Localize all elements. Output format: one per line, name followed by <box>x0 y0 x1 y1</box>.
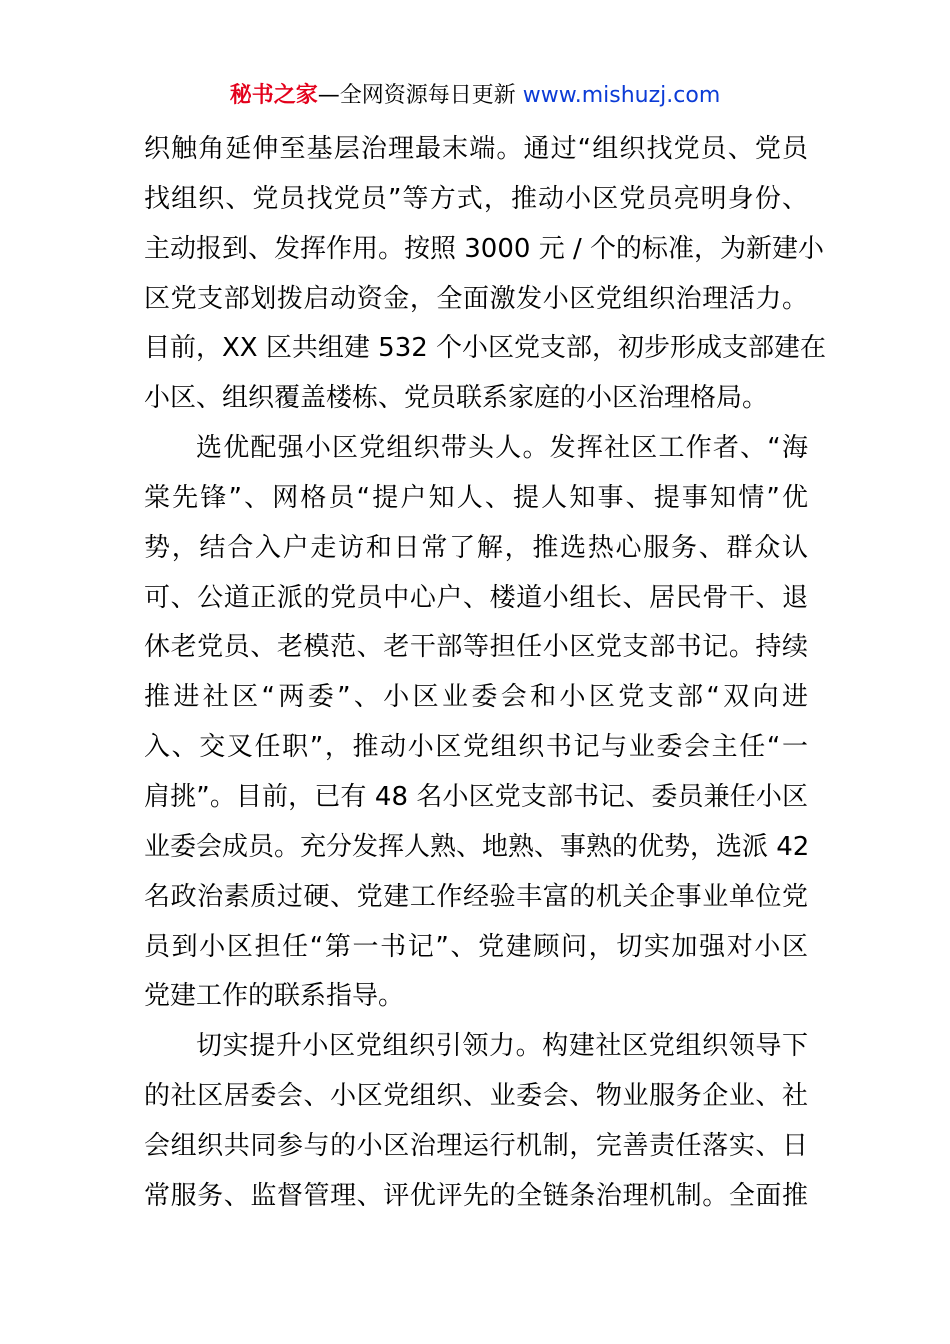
paragraph-1-line: 找组织、党员找党员”等方式，推动小区党员亮明身份、 <box>144 183 808 214</box>
paragraph-2-last-line: 党建工作的联系指导。 <box>144 981 405 1012</box>
paragraph-2-line: 推进社区“两委”、小区业委会和小区党支部“双向进 <box>144 682 808 713</box>
site-tagline: —全网资源每日更新 <box>317 83 523 108</box>
paragraph-2-line: 肩挑”。目前，已有 48 名小区党支部书记、委员兼任小区 <box>144 781 808 812</box>
paragraph-3-line: 会组织共同参与的小区治理运行机制，完善责任落实、日 <box>144 1130 808 1161</box>
paragraph-3-first-line: 切实提升小区党组织引领力。构建社区党组织领导下 <box>196 1031 808 1062</box>
paragraph-1-last-line: 小区、组织覆盖楼栋、党员联系家庭的小区治理格局。 <box>144 383 769 414</box>
paragraph-3-line: 的社区居委会、小区党组织、业委会、物业服务企业、社 <box>144 1081 808 1112</box>
paragraph-1-line: 目前，XX 区共组建 532 个小区党支部，初步形成支部建在 <box>144 333 827 364</box>
paragraph-2-line: 可、公道正派的党员中心户、楼道小组长、居民骨干、退 <box>144 582 808 613</box>
document-body <box>144 125 827 1222</box>
paragraph-2-line: 业委会成员。充分发挥人熟、地熟、事熟的优势，选派 42 <box>144 831 810 862</box>
site-url-link[interactable]: www.mishuzj.com <box>522 83 721 108</box>
paragraph-1-line: 织触角延伸至基层治理最末端。通过“组织找党员、党员 <box>144 134 808 164</box>
paragraph-2-line: 势，结合入户走访和日常了解，推选热心服务、群众认 <box>144 532 808 563</box>
paragraph-1-line: 主动报到、发挥作用。按照 3000 元 / 个的标准，为新建小 <box>144 233 824 264</box>
paragraph-2-line: 棠先锋”、网格员“提户知人、提人知事、提事知情”优 <box>144 482 808 513</box>
paragraph-1-line: 区党支部划拨启动资金，全面激发小区党组织治理活力。 <box>144 283 808 314</box>
site-brand: 秘书之家 <box>229 83 318 108</box>
page-header <box>0 80 950 112</box>
paragraph-2-first-line: 选优配强小区党组织带头人。发挥社区工作者、“海 <box>196 433 808 464</box>
paragraph-2-line: 休老党员、老模范、老干部等担任小区党支部书记。持续 <box>144 632 808 663</box>
paragraph-3-line: 常服务、监督管理、评优评先的全链条治理机制。全面推 <box>144 1180 808 1211</box>
paragraph-2-line: 入、交叉任职”，推动小区党组织书记与业委会主任“一 <box>144 732 808 763</box>
paragraph-2-line: 员到小区担任“第一书记”、党建顾问，切实加强对小区 <box>144 931 808 962</box>
paragraph-2-line: 名政治素质过硬、党建工作经验丰富的机关企事业单位党 <box>144 881 808 912</box>
